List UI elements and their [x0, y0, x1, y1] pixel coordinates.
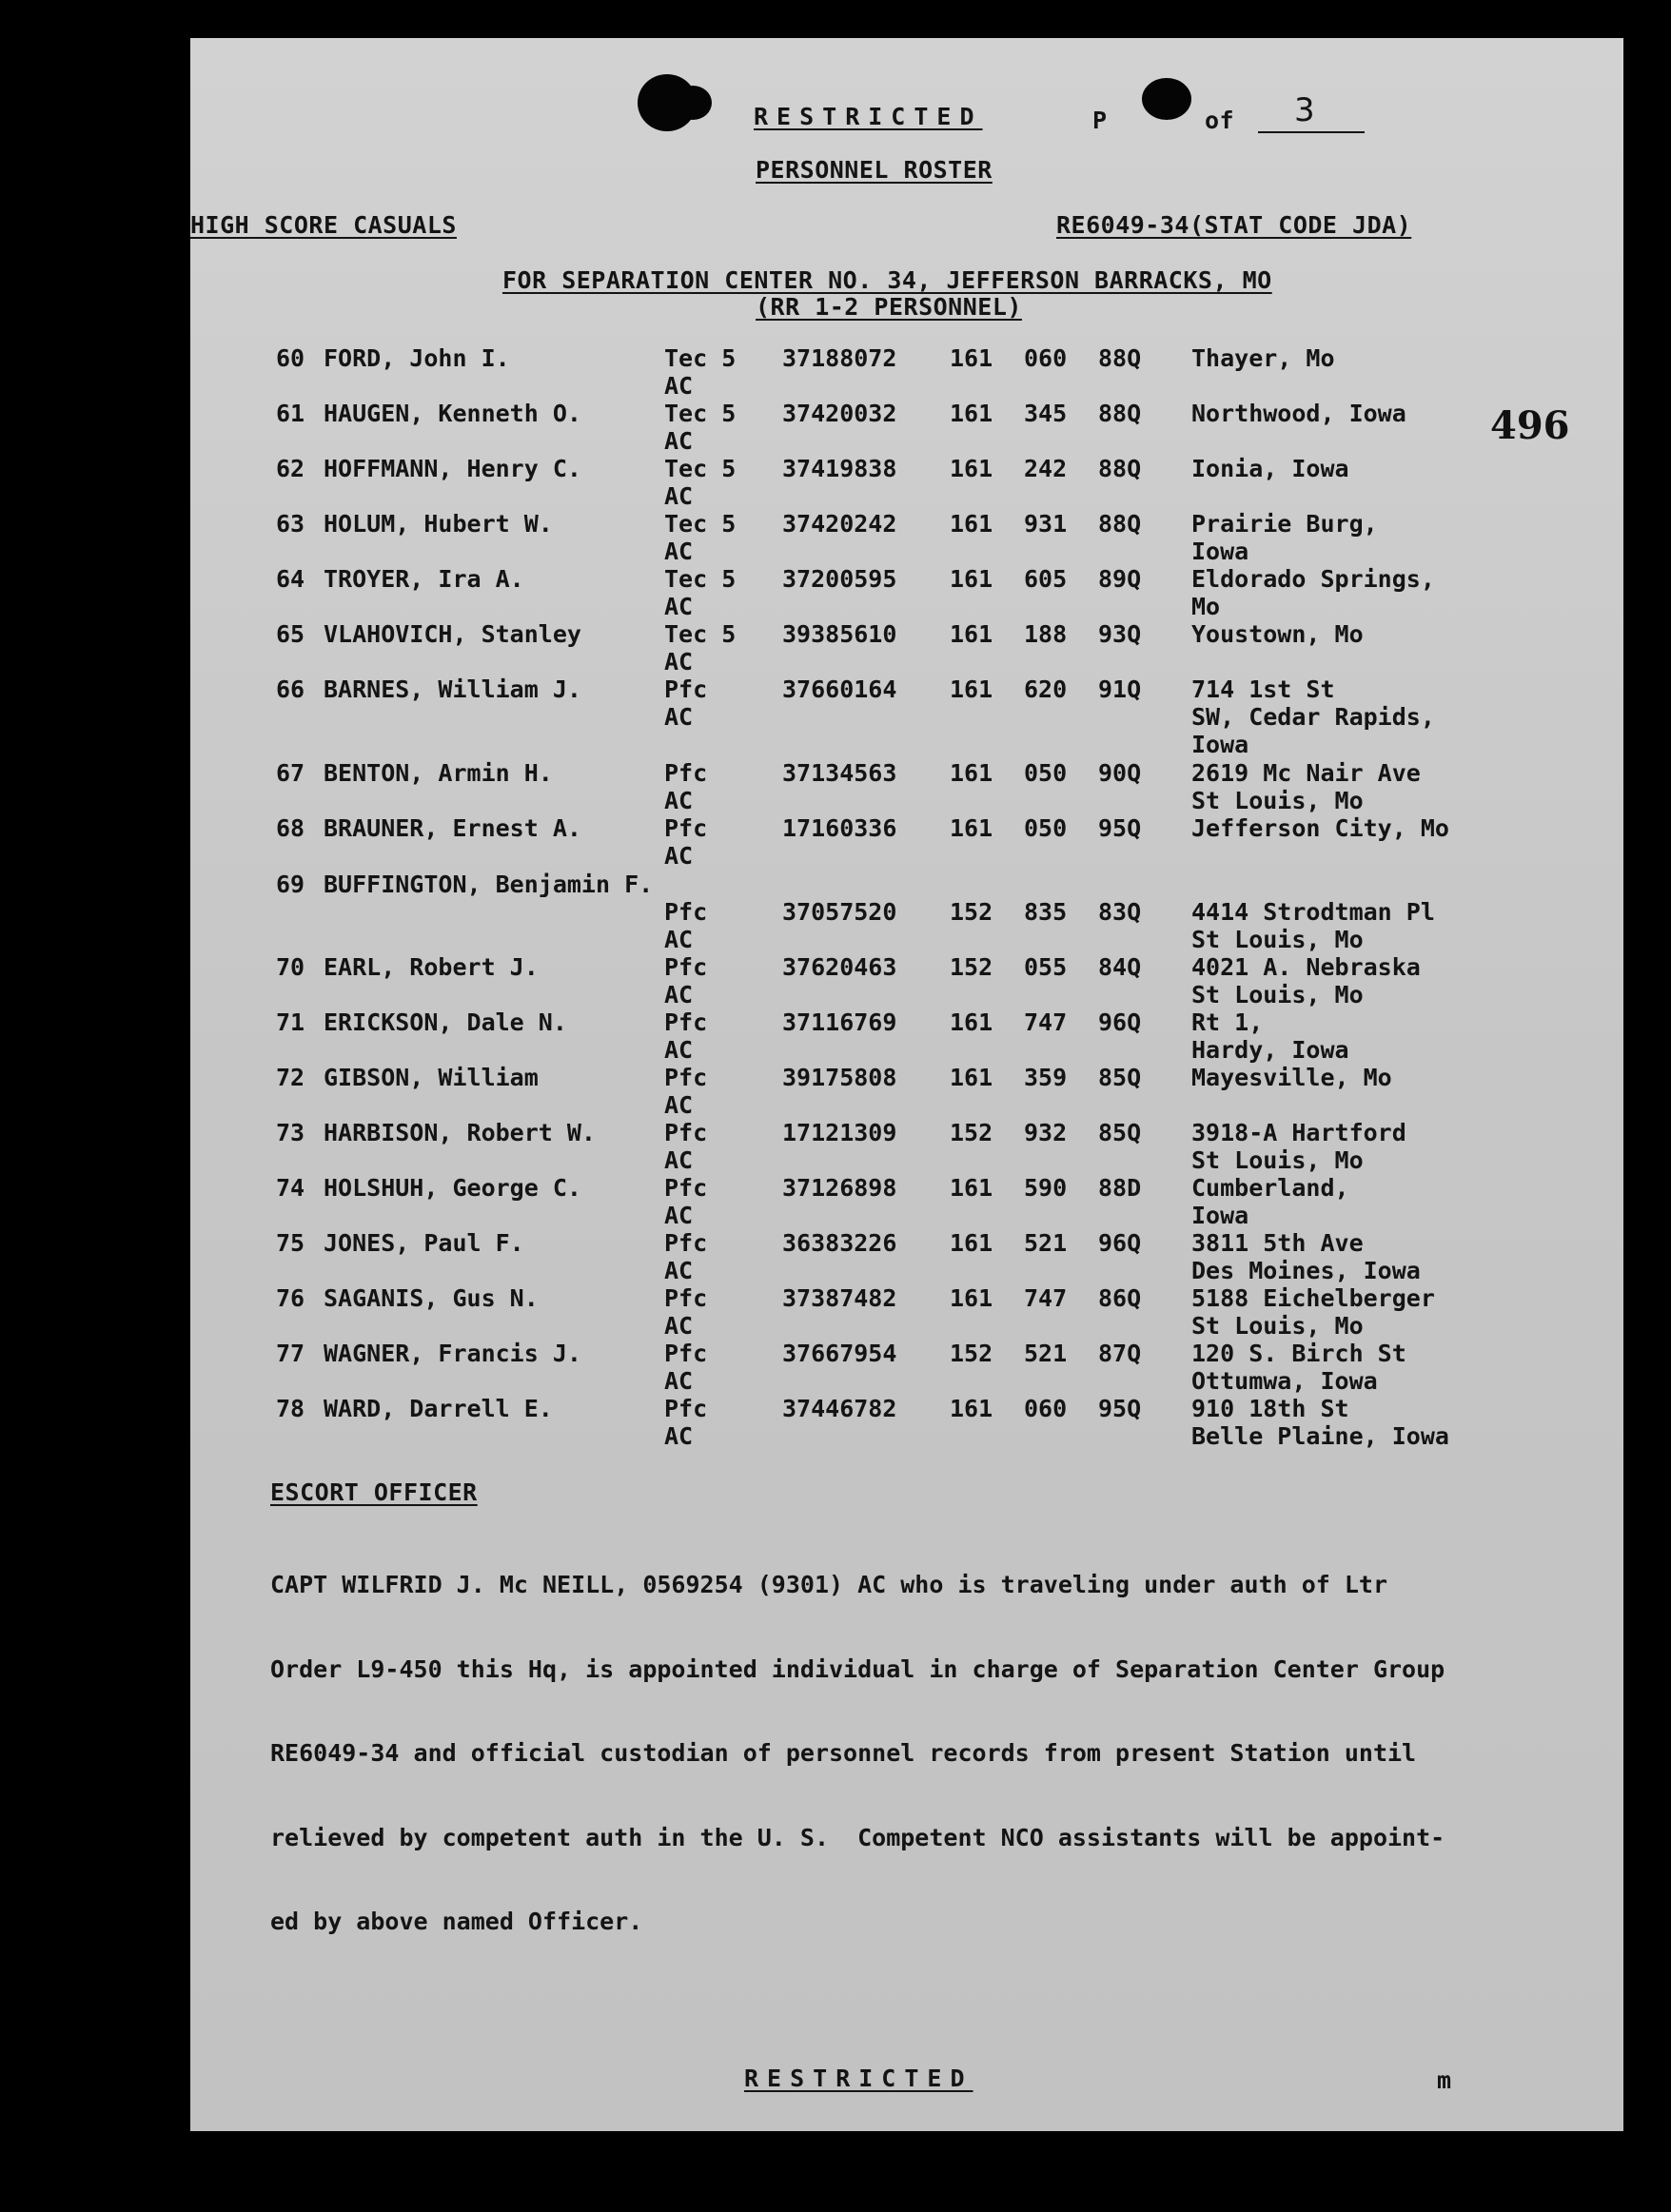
home-address-line: Des Moines, Iowa [1191, 1257, 1421, 1284]
roster-row [190, 1395, 1623, 1450]
code-2: 055 [1024, 953, 1068, 981]
row-number: 65 [276, 620, 305, 648]
code-2: 188 [1024, 620, 1068, 648]
roster-row [190, 400, 1623, 455]
home-address-line: Rt 1, [1191, 1008, 1264, 1036]
row-number: 77 [276, 1340, 305, 1367]
soldier-name: ERICKSON, Dale N. [324, 1008, 567, 1036]
code-2: 060 [1024, 344, 1068, 372]
code-3: 88D [1098, 1174, 1142, 1202]
branch: AC [664, 1312, 694, 1340]
code-1: 161 [950, 1284, 993, 1312]
home-address-line: 5188 Eichelberger [1191, 1284, 1435, 1312]
code-2: 747 [1024, 1284, 1068, 1312]
personnel-category: (RR 1-2 PERSONNEL) [756, 293, 1022, 321]
home-address-line: 3918-A Hartford [1191, 1119, 1406, 1146]
branch: AC [664, 1036, 694, 1064]
rank: Pfc [664, 898, 708, 926]
serial-number: 37420242 [782, 510, 897, 538]
row-number: 69 [276, 871, 305, 898]
home-address-line: St Louis, Mo [1191, 981, 1364, 1008]
home-address-line: Ionia, Iowa [1191, 455, 1349, 482]
branch: AC [664, 787, 694, 814]
rank: Pfc [664, 1340, 708, 1367]
code-3: 96Q [1098, 1229, 1142, 1257]
home-address-line: 120 S. Birch St [1191, 1340, 1406, 1367]
branch: AC [664, 427, 694, 455]
branch: AC [664, 593, 694, 620]
row-number: 78 [276, 1395, 305, 1422]
branch: AC [664, 1367, 694, 1395]
branch: AC [664, 842, 694, 870]
home-address-line: Iowa [1191, 1202, 1249, 1229]
home-address-line: St Louis, Mo [1191, 1146, 1364, 1174]
code-2: 931 [1024, 510, 1068, 538]
roster-row [190, 510, 1623, 565]
roster-row [190, 344, 1623, 400]
rank: Pfc [664, 675, 708, 703]
row-number: 62 [276, 455, 305, 482]
soldier-name: BARNES, William J. [324, 675, 581, 703]
rank: Pfc [664, 953, 708, 981]
code-3: 83Q [1098, 898, 1142, 926]
code-2: 359 [1024, 1064, 1068, 1091]
rank: Pfc [664, 1174, 708, 1202]
rank: Tec 5 [664, 400, 737, 427]
rank: Pfc [664, 814, 708, 842]
serial-number: 37667954 [782, 1340, 897, 1367]
branch: AC [664, 926, 694, 953]
rank: Pfc [664, 1064, 708, 1091]
serial-number: 37126898 [782, 1174, 897, 1202]
code-3: 85Q [1098, 1064, 1142, 1091]
home-address-line: Belle Plaine, Iowa [1191, 1422, 1449, 1450]
roster-row [190, 565, 1623, 620]
soldier-name: HARBISON, Robert W. [324, 1119, 596, 1146]
branch: AC [664, 703, 694, 731]
roster-row [190, 1119, 1623, 1174]
rank: Tec 5 [664, 455, 737, 482]
soldier-name: TROYER, Ira A. [324, 565, 524, 593]
page-label: P [1092, 107, 1108, 134]
code-2: 050 [1024, 814, 1068, 842]
roster-page [190, 38, 1623, 2131]
rank: Pfc [664, 1395, 708, 1422]
row-number: 67 [276, 759, 305, 787]
soldier-name: WARD, Darrell E. [324, 1395, 553, 1422]
code-3: 88Q [1098, 455, 1142, 482]
soldier-name: JONES, Paul F. [324, 1229, 524, 1257]
code-1: 161 [950, 1174, 993, 1202]
soldier-name: SAGANIS, Gus N. [324, 1284, 539, 1312]
home-address-line: Thayer, Mo [1191, 344, 1335, 372]
code-1: 161 [950, 565, 993, 593]
home-address-line: 4021 A. Nebraska [1191, 953, 1421, 981]
home-address-line: St Louis, Mo [1191, 926, 1364, 953]
branch: AC [664, 1202, 694, 1229]
code-3: 88Q [1098, 400, 1142, 427]
code-2: 835 [1024, 898, 1068, 926]
code-3: 96Q [1098, 1008, 1142, 1036]
serial-number: 37057520 [782, 898, 897, 926]
soldier-name: HOLSHUH, George C. [324, 1174, 581, 1202]
escort-line: Order L9-450 this Hq, is appointed individual in charge of Separation Center Group [270, 1654, 1445, 1683]
home-address-line: Mayesville, Mo [1191, 1064, 1392, 1091]
home-address-line: Jefferson City, Mo [1191, 814, 1449, 842]
serial-number: 39385610 [782, 620, 897, 648]
code-1: 161 [950, 455, 993, 482]
code-1: 161 [950, 814, 993, 842]
page-number-line [1258, 131, 1365, 133]
serial-number: 37446782 [782, 1395, 897, 1422]
serial-number: 37134563 [782, 759, 897, 787]
escort-paragraph [270, 1515, 1445, 1992]
roster-row [190, 759, 1623, 814]
code-1: 152 [950, 1119, 993, 1146]
code-1: 152 [950, 898, 993, 926]
rank: Tec 5 [664, 565, 737, 593]
home-address-line: SW, Cedar Rapids, [1191, 703, 1435, 731]
roster-row [190, 1229, 1623, 1284]
code-2: 521 [1024, 1340, 1068, 1367]
row-number: 76 [276, 1284, 305, 1312]
code-3: 93Q [1098, 620, 1142, 648]
branch: AC [664, 1257, 694, 1284]
roster-row [190, 620, 1623, 675]
destination: FOR SEPARATION CENTER NO. 34, JEFFERSON BARRACKS, MO [502, 266, 1272, 294]
row-number: 66 [276, 675, 305, 703]
code-1: 161 [950, 759, 993, 787]
rank: Tec 5 [664, 620, 737, 648]
home-address-line: St Louis, Mo [1191, 787, 1364, 814]
home-address-line: Youstown, Mo [1191, 620, 1364, 648]
serial-number: 39175808 [782, 1064, 897, 1091]
branch: AC [664, 538, 694, 565]
code-3: 91Q [1098, 675, 1142, 703]
row-number: 61 [276, 400, 305, 427]
row-number: 70 [276, 953, 305, 981]
row-number: 74 [276, 1174, 305, 1202]
home-address-line: Prairie Burg, [1191, 510, 1378, 538]
row-number: 71 [276, 1008, 305, 1036]
code-3: 87Q [1098, 1340, 1142, 1367]
soldier-name: VLAHOVICH, Stanley [324, 620, 581, 648]
branch: AC [664, 372, 694, 400]
home-address-line: Eldorado Springs, [1191, 565, 1435, 593]
roster-row [190, 814, 1623, 870]
soldier-name: EARL, Robert J. [324, 953, 539, 981]
serial-number: 37188072 [782, 344, 897, 372]
roster-row [190, 871, 1623, 953]
escort-heading: ESCORT OFFICER [270, 1478, 478, 1506]
code-3: 88Q [1098, 510, 1142, 538]
rank: Pfc [664, 1008, 708, 1036]
rank: Pfc [664, 1119, 708, 1146]
home-address-line: 910 18th St [1191, 1395, 1349, 1422]
branch: AC [664, 482, 694, 510]
home-address-line: 2619 Mc Nair Ave [1191, 759, 1421, 787]
row-number: 72 [276, 1064, 305, 1091]
row-number: 75 [276, 1229, 305, 1257]
code-1: 161 [950, 1064, 993, 1091]
page-number: 3 [1294, 91, 1316, 129]
code-1: 161 [950, 1229, 993, 1257]
soldier-name: HAUGEN, Kenneth O. [324, 400, 581, 427]
code-1: 161 [950, 510, 993, 538]
roster-row [190, 1064, 1623, 1119]
home-address-line: St Louis, Mo [1191, 1312, 1364, 1340]
rank: Pfc [664, 759, 708, 787]
restricted-footer: RESTRICTED [744, 2065, 973, 2092]
serial-number: 37420032 [782, 400, 897, 427]
branch: AC [664, 1091, 694, 1119]
serial-number: 37660164 [782, 675, 897, 703]
code-1: 161 [950, 344, 993, 372]
code-2: 620 [1024, 675, 1068, 703]
code-3: 95Q [1098, 1395, 1142, 1422]
punch-hole-left-2 [674, 86, 712, 120]
footer-mark: m [1437, 2066, 1452, 2094]
soldier-name: FORD, John I. [324, 344, 510, 372]
branch: AC [664, 648, 694, 675]
home-address-line: Hardy, Iowa [1191, 1036, 1349, 1064]
code-3: 89Q [1098, 565, 1142, 593]
home-address-line: Northwood, Iowa [1191, 400, 1406, 427]
code-3: 95Q [1098, 814, 1142, 842]
code-2: 747 [1024, 1008, 1068, 1036]
code-2: 060 [1024, 1395, 1068, 1422]
code-1: 152 [950, 953, 993, 981]
rank: Pfc [664, 1229, 708, 1257]
branch: AC [664, 981, 694, 1008]
home-address-line: 714 1st St [1191, 675, 1335, 703]
code-1: 161 [950, 675, 993, 703]
home-address-line: Cumberland, [1191, 1174, 1349, 1202]
code-3: 84Q [1098, 953, 1142, 981]
serial-number: 36383226 [782, 1229, 897, 1257]
code-3: 85Q [1098, 1119, 1142, 1146]
home-address-line: Mo [1191, 593, 1221, 620]
serial-number: 17121309 [782, 1119, 897, 1146]
soldier-name: HOFFMANN, Henry C. [324, 455, 581, 482]
code-2: 345 [1024, 400, 1068, 427]
roster-row [190, 675, 1623, 758]
escort-line: relieved by competent auth in the U. S. Competent NCO assistants will be appoint- [270, 1823, 1445, 1851]
soldier-name: HOLUM, Hubert W. [324, 510, 553, 538]
soldier-name: BENTON, Armin H. [324, 759, 553, 787]
escort-line: RE6049-34 and official custodian of personnel records from present Station until [270, 1739, 1417, 1767]
roster-row [190, 1174, 1623, 1229]
row-number: 73 [276, 1119, 305, 1146]
punch-hole-right [1142, 78, 1191, 120]
code-1: 161 [950, 620, 993, 648]
roster-row [190, 455, 1623, 510]
code-1: 152 [950, 1340, 993, 1367]
code-3: 88Q [1098, 344, 1142, 372]
row-number: 68 [276, 814, 305, 842]
code-2: 521 [1024, 1229, 1068, 1257]
group-label: HIGH SCORE CASUALS [190, 211, 457, 239]
roster-row [190, 1340, 1623, 1395]
row-number: 64 [276, 565, 305, 593]
code-2: 242 [1024, 455, 1068, 482]
roster-row [190, 953, 1623, 1008]
code-2: 605 [1024, 565, 1068, 593]
rank: Pfc [664, 1284, 708, 1312]
roster-row [190, 1008, 1623, 1064]
roster-title: PERSONNEL ROSTER [756, 156, 993, 184]
code-2: 932 [1024, 1119, 1068, 1146]
serial-number: 37419838 [782, 455, 897, 482]
code-1: 161 [950, 1008, 993, 1036]
rank: Tec 5 [664, 510, 737, 538]
serial-number: 37116769 [782, 1008, 897, 1036]
home-address-line: Iowa [1191, 538, 1249, 565]
branch: AC [664, 1422, 694, 1450]
home-address-line: 3811 5th Ave [1191, 1229, 1364, 1257]
roster-row [190, 1284, 1623, 1340]
row-number: 63 [276, 510, 305, 538]
home-address-line: 4414 Strodtman Pl [1191, 898, 1435, 926]
serial-number: 37387482 [782, 1284, 897, 1312]
escort-line: CAPT WILFRID J. Mc NEILL, 0569254 (9301) AC who is traveling under auth of Ltr [270, 1571, 1387, 1598]
code-2: 590 [1024, 1174, 1068, 1202]
code-2: 050 [1024, 759, 1068, 787]
branch: AC [664, 1146, 694, 1174]
serial-number: 17160336 [782, 814, 897, 842]
serial-number: 37200595 [782, 565, 897, 593]
code-1: 161 [950, 1395, 993, 1422]
soldier-name: BUFFINGTON, Benjamin F. [324, 871, 654, 898]
stat-code: RE6049-34(STAT CODE JDA) [1056, 211, 1412, 239]
soldier-name: WAGNER, Francis J. [324, 1340, 581, 1367]
home-address-line: Ottumwa, Iowa [1191, 1367, 1378, 1395]
serial-number: 37620463 [782, 953, 897, 981]
stamped-number: 496 [1490, 403, 1570, 448]
home-address-line: Iowa [1191, 731, 1249, 758]
soldier-name: GIBSON, William [324, 1064, 539, 1091]
page-of-label: of [1205, 107, 1235, 134]
restricted-header: RESTRICTED [754, 103, 983, 130]
soldier-name: BRAUNER, Ernest A. [324, 814, 581, 842]
code-3: 86Q [1098, 1284, 1142, 1312]
rank: Tec 5 [664, 344, 737, 372]
code-3: 90Q [1098, 759, 1142, 787]
code-1: 161 [950, 400, 993, 427]
escort-line: ed by above named Officer. [270, 1908, 643, 1935]
row-number: 60 [276, 344, 305, 372]
